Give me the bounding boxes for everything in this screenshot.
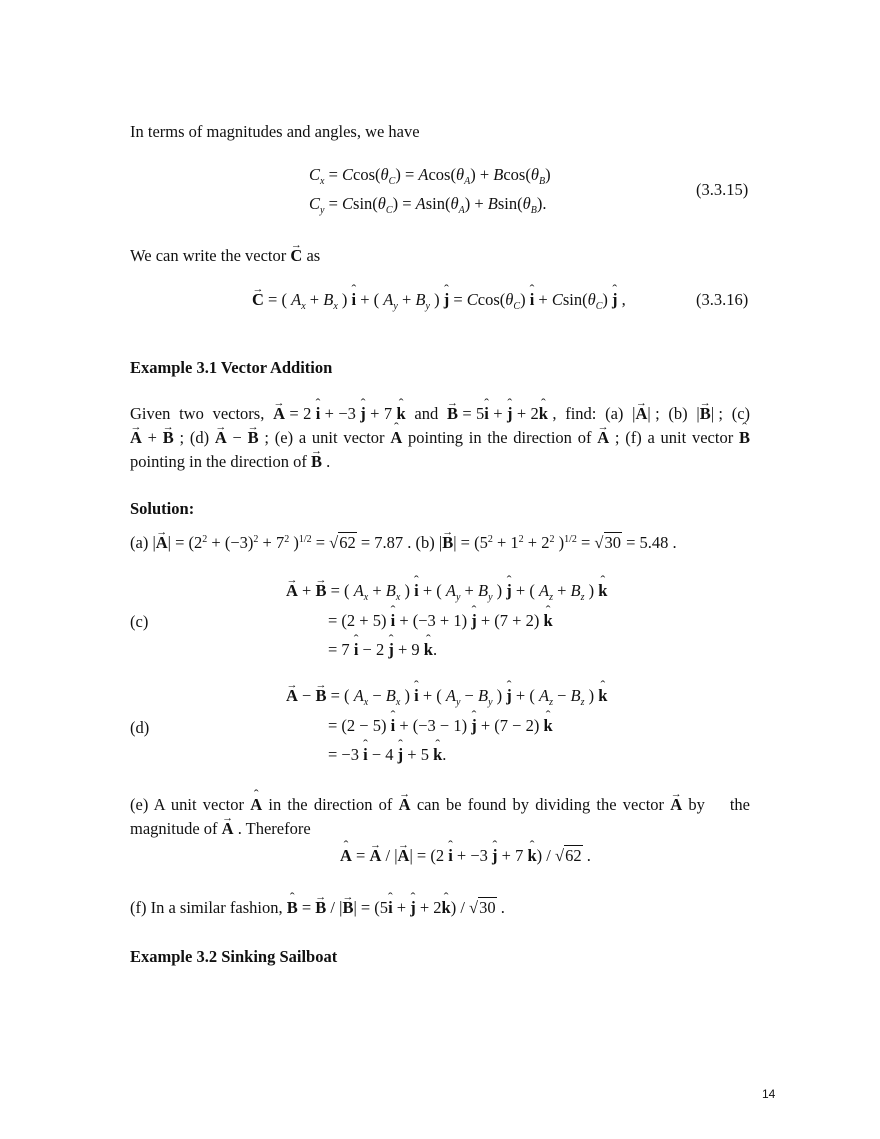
part-a-b: (a) |→ $A| = (2^2 + (-3)^2 + 7^2$ )$^{1/2}$ = √62 = 7.87 . (b) |→ $B| = (5^2 + 1^2 + 2^2$ )$^{1/2}$ = √30 = 5.48 . [130, 530, 677, 553]
eq-3-3-15-line2: $C_y = Csin(\theta_C) = Asin(\theta_A) + Bsin(\theta_B)$. [309, 194, 547, 216]
part-c-line1: → A + → B = ( $A_x + B_x$ ) ˆ i + ( $A_y + B_y$ ) ˆ j + ( $A_z + B_z$ ) ˆ k [286, 581, 607, 608]
part-d-label: (d) [130, 718, 150, 737]
eq-3-3-15-line1-text [0, 0, 1, 1]
example-3-1-title: Example 3.1 Vector Addition [130, 358, 333, 377]
problem-text: Given two vectors, → A = 2 ˆ i + −3 ˆ j + 7 ˆ k and → B = 5ˆ i + ˆ j + 2ˆ k , find: (a) |→ A| ; (b) |→ B| ; (c) → A + → B ; (d) → A − → B ; (e) a unit vector ˆ A pointing in the direction of → A ; (f) a unit vector ˆ B pointing in the direction of → B . [130, 402, 750, 474]
eq-3-3-15-line1: $C_x = Ccos(\theta_C) = Acos(\theta_A) + Bcos(\theta_B)$ [309, 165, 551, 187]
solution-label: Solution: [130, 499, 195, 518]
part-c-label: (c) [130, 612, 149, 631]
intro-text: In terms of magnitudes and angles, we have [130, 122, 420, 141]
part-c-line2: = (2 + 5) ˆ i + (−3 + 1) ˆ j + (7 + 2) ˆ k [328, 611, 553, 631]
part-f-text: (f) In a similar fashion, ˆ B = → B / |→ B| = (5ˆ i + ˆ j + 2ˆ k) / √30 . [130, 898, 505, 918]
write-vector-text: We can write the vector → C as [130, 246, 320, 266]
part-c-line3: = 7 ˆ i − 2 ˆ j + 9 ˆ k. [328, 640, 437, 660]
part-d-line3: = −3 ˆ i − 4 ˆ j + 5 ˆ k. [328, 745, 446, 765]
eq-3-3-16-number: (3.3.16) [696, 290, 749, 309]
page-number: 14 [762, 1087, 776, 1101]
part-e-text: (e) A unit vector ˆ A in the direction of → A can be found by dividing the vector → A by the magnitude of → A . Therefore [130, 793, 750, 841]
equation-text-mirrors [0, 0, 1, 1]
part-d-line1: → A − → B = ( $A_x - B_x$ ) ˆ i + ( $A_y - B_y$ ) ˆ j + ( $A_z - B_z$ ) ˆ k [286, 686, 607, 713]
example-3-2-title: Example 3.2 Sinking Sailboat [130, 947, 338, 966]
eq-3-3-15-number: (3.3.15) [696, 180, 749, 199]
part-e-eq: ˆ A = → A / |→ A| = (2 ˆ i + −3 ˆ j + 7 ˆ k) / √62 . [340, 846, 591, 866]
part-d-line2: = (2 − 5) ˆ i + (−3 − 1) ˆ j + (7 − 2) ˆ k [328, 716, 553, 736]
eq-3-3-16: → C = ( $A_x + B_x$ ) ˆ i + ( $A_y + B_y$ ) ˆ $j = Ccos(\theta_C)$ ˆ $i + Csin(\theta_C)$ ˆ j , [252, 290, 626, 317]
